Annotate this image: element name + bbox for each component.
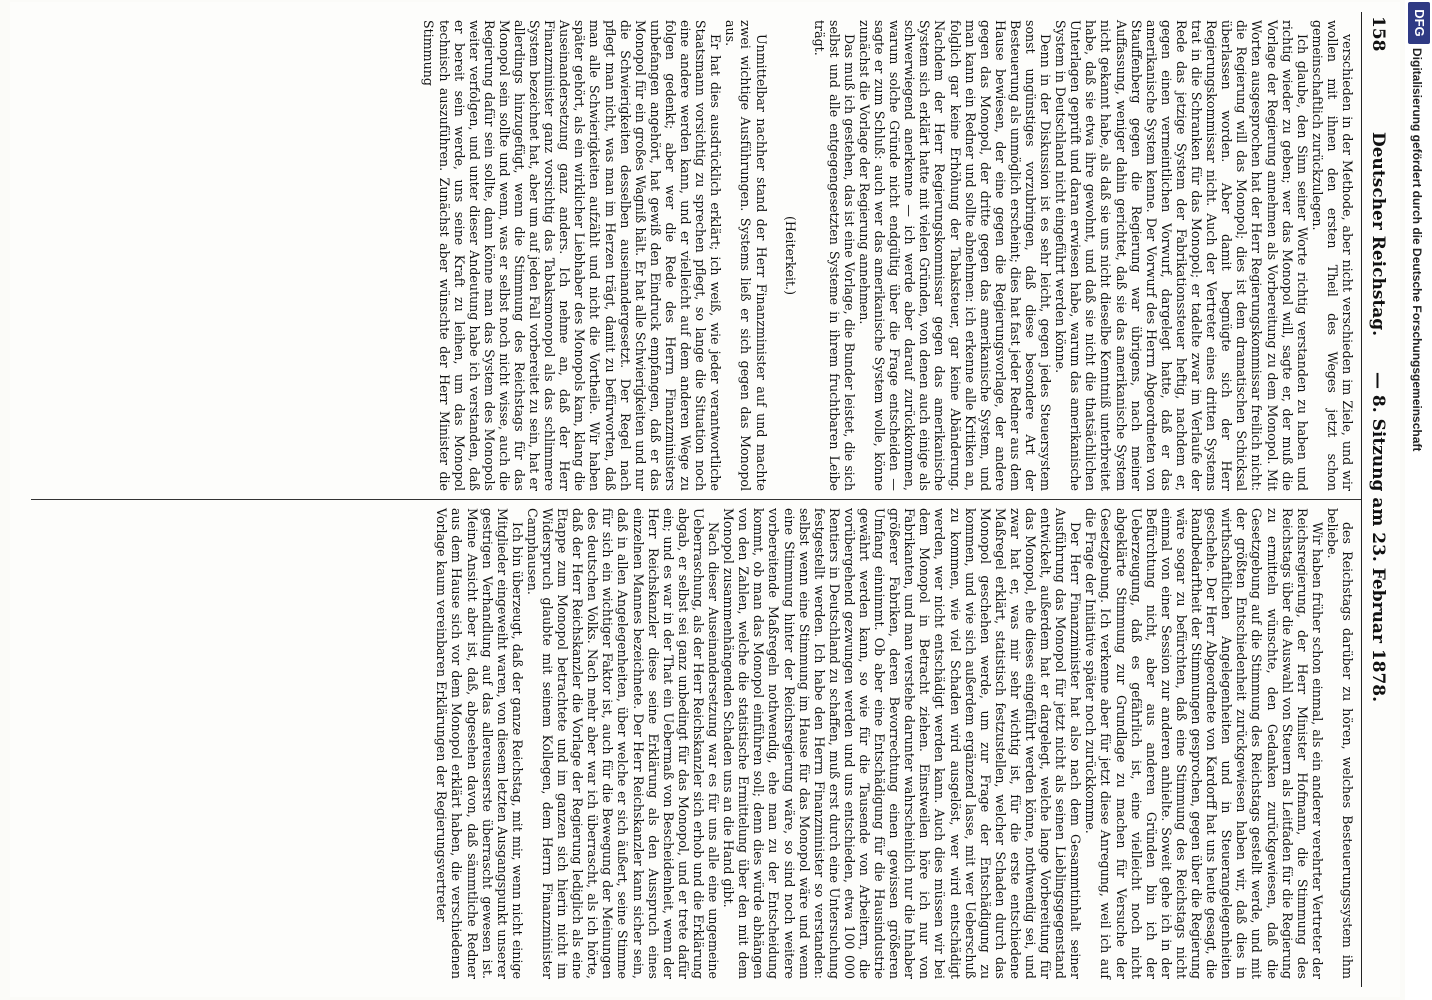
page-header <box>1361 12 1394 987</box>
session-title: — 8. Sitzung am 23. Februar 1878. <box>1368 372 1388 703</box>
dfg-logo <box>1408 2 1430 44</box>
page-number: 158 <box>1368 16 1388 52</box>
right-column <box>31 499 1361 987</box>
dfg-logo-text: DFG <box>1412 9 1427 37</box>
paragraph: Das muß ich gestehen, das ist eine Vorlage, die Bunder leistet, die sich selbst und alle entgegengesetzten Systeme in ihrem fruchtbaren Leibe trägt. <box>811 20 857 491</box>
left-column <box>31 12 1361 499</box>
paragraph: des Reichstags darüber zu hören, welches Besteuerungssystem ihm beliebe. <box>1324 508 1355 979</box>
paragraph: verschieden in der Methode, aber nicht verschieden im Ziele, und wir wollen mit ihnen den ersten Theil des Weges jetzt schon gemeinschaftlich zurückzulegen. <box>1309 20 1355 491</box>
paragraph: Nach dieser Auseinandersetzung war es für uns alle eine ungemeine Ueberraschung, als der Herr Reichskanzler sich erhob und die Erklärung abgab, er selbst sei ganz unbedingt für das Monopol, und er trete dafür ein; und es war in der That ein Uebermaß von Bescheidenheit, wenn der Herr Reichskanzler diese seine Erklärung als den Ausspruch eines einzelnen Mannes bezeichnete. Der Herr Reichskanzler kann sicher sein, daß in allen Angelegenheiten, über welche er sich äußert, seine Stimme für sich ein wichtiger Faktor ist, auch für die Bewegung der Meinungen des deutschen Volks. Nach mehr aber war ich überrascht, als ich hörte, daß der Herr Reichskanzler die Vorlage der Regierung lediglich als eine Etappe zum Monopol betrachtete und im ganzen sich hierin nicht im Widerspruch glaubte mit seinem Kollegen, dem Herrn Finanzminister Camphausen. <box>524 508 722 979</box>
funding-credit: Digitalisierung gefördert durch die Deutsche Forschungsgemeinschaft <box>1410 48 1424 452</box>
publication-title: Deutscher Reichstag. <box>1368 132 1388 337</box>
paragraph: Er hat dies ausdrücklich erklärt; ich weiß, wie jeder verantwortliche Staatsmann vorsichtig zu sprechen pflegt, so lange die Situation noch eine andere werden kann, und er vielleicht auf dem anderen Wege zu folgen gedenkt; aber wer die Rede des Herrn Finanzministers unbefangen angehört, hat gewiß den Eindruck empfangen, daß er das Monopol für ein großes Wagniß hält. Er hat alle Schwierigkeiten und nur die Schwierigkeiten desselben auseinandergesetzt. Der Regel nach pflegt man nicht, was man im Herzen trägt, damit zu befürworten, daß man alle Schwierigkeiten aufzählt und nicht die Vortheile. Wir haben später gehört, als ein wirklicher Liebhaber des Monopols kam, klang die Auseinandersetzung ganz anders. Ich nehme an, daß der Herr Finanzminister ganz vorsichtig das Tabaksmonopol als das schlimmere System bezeichnet hat, aber um auf jeden Fall vorbereitet zu sein, hat er allerdings hinzugefügt, wenn die Stimmung des Reichstags für das Monopol sein sollte und wenn, was er selbst noch nicht wisse, auch die Regierung dafür sein sollte, dann könne man das System des Monopols weiter verfolgen, und unter dieser Andeutung habe ich verstanden, daß er bereit sein werde, uns seine Kraft zu leihen, um das Monopol technisch auszuführen. Zunächst aber wünschte der Herr Minister die Stimmung <box>421 20 724 491</box>
paragraph: Unmittelbar nachher stand der Herr Finanzminister auf und machte zwei wichtige Ausführungen. Systems ließ er sich gegen das Monopol aus. <box>723 20 769 491</box>
paragraph: Denn in der Diskussion ist es sehr leicht, gegen jedes Steuersystem sonst ungünstiges vorzubringen, daß diese besondere Art der Besteuerung als unmöglich erscheint; dies hat fast jeder Redner aus dem Hause bewiesen, der eine gegen die Regierungsvorlage, der andere gegen das Monopol, der dritte gegen das amerikanische System, und man kann ein Redner und sollte abnehmen: ich erkenne alle Kritiken an, folglich gar keine Erhöhung der Tabaksteuer, gar keine Abänderung. Nachdem der Herr Regierungskommissar gegen das amerikanische System sich erklärt hatte mit vielen Gründen, von denen auch einige als schwerwiegend anerkenne — ich werde aber darauf zurückkommen, warum solche Gründe nicht endgültig über die Frage entscheiden — sagte er zum Schluß: auch wer das amerikanische System wolle, könne zunächst die Vorlage der Regierung annehmen. <box>857 20 1054 491</box>
rotated-newspaper-page <box>10 2 1400 997</box>
laughter-note: (Heiterkeit.) <box>782 216 798 295</box>
paragraph: Ich glaube, den Sinn seiner Worte richtig verstanden zu haben und richtig wieder zu geben; wer das Monopol will, sagte er, der muß die Vorlage der Regierung annehmen als Vorbereitung zu dem Monopol. Mit Worten ausgesprochen hat der Herr Regierungskommissar freilich nicht: die Regierung will das Monopol; dies ist dem dramatischen Schicksal überlassen worden. Aber damit begnügte sich der Herr Regierungskommissar nicht. Auch der Vertreter eines dritten Systems trat in die Schranken für das Monopol; er tadelte zwar im Verlaufe der Rede das jetzige System der Fabrikationssteuer heftig, nachdem er, gegen einen vermeintlichen Vorwurf, dargelegt hatte, daß er das amerikanische System kenne. Der Vorwurf des Herrn Abgeordneten von Stauffenberg gegen die Regierung war übrigens, nach meiner Auffassung, weniger dahin gerichtet, daß sie das amerikanische System nicht gekannt habe, als daß sie uns nicht dieselbe Kenntniß unterbreitet habe, daß sie etwa ihre gewohnt, und daß sie nicht die thatsächlichen Unterlagen geprüft und daran erwiesen habe, warum das amerikanische System in Deutschland nicht eingeführt werden könne. <box>1053 20 1310 491</box>
paragraph: Wir haben früher schon einmal, als ein anderer verehrter Vertreter der Reichsregierung, der Herr Minister Hofmann, die Stimmung des Reichstags über die Auswahl von Steuern als Leitfaden für die Regierung zu ermitteln wünschte, den Gedanken zurückgewiesen, daß die Gesetzgebung auf die Stimmung des Reichstags gestellt werde, und mit der größten Entschiedenheit zurückgewiesen haben wir, daß dies in wirthschaftlichen Angelegenheiten und in Steuerangelegenheiten geschehe. Der Herr Abgeordnete von Kardorff hat uns heute gesagt, die Randbedarftheit der Stimmungen gesprochen, gegen über die Regierung wäre sogar zu befürchten, daß eine Stimmung des Reichstags nicht einmal von einer Session zur anderen anhielte. Soweit gehe ich in der Befürchtung nicht, aber aus anderen Gründen bin ich der Ueberzeugung, daß es gefährlich ist, eine vielleicht noch nicht abgeklärte Stimmung zur Grundlage zu machen für Versuche der Gesetzgebung. Ich verkenne aber für jetzt diese Anregung, weil ich auf die Frage der Initiative später noch zurückkomme. <box>1083 508 1325 979</box>
paragraph: Der Herr Finanzminister hat also nach dem Gesammtinhalt seiner Ausführung das Monopol für jetzt nicht als seinen Lieblingsgegenstand entwickelt, außerdem hat er dargelegt, welche lange Vorbereitung für das Monopol, ehe dieses eingeführt werden könne, nothwendig sei, und zwar hat er, was mir sehr wichtig ist, für die erste entschiedene Maßregel erklärt, statistisch festzustellen, welcher Schaden durch das Monopol geschehen werde, um zur Frage der Entschädigung zu kommen, und wie sich außerdem ergänzend lasse, mit wer Ueberschuß zu kommen, wie viel Schaden wird ausgelöst, wer wird entschädigt werden, wer nicht entschädigt werden kann. Auch dies müssen wir bei dem Monopol in Betracht ziehen. Einstweilen höre ich nur von Fabrikanten, und man verstehe darunter wahrscheinlich nur die Inhaber größerer Fabriken, deren Bevorrechtung einen gewissen größeren Umfang einnimmt. Ob aber eine Entschädigung für die Hausindustrie gewährt werden kann, so wie für die Tausende von Arbeitern, die vorübergehend gezwungen werden und uns entschieden, etwa 100 000 Rentiers in Deutschland zu schaffen, muß erst durch eine Untersuchung festgestellt werden. Ich habe den Herrn Finanzminister so verstanden: selbst wenn eine Stimmung im Hause für das Monopol wäre und wenn eine Stimmung hinter der Reichsregierung wäre, so sind noch weitere vorbereitende Maßregeln nothwendig, ehe man zu der Entscheidung kommt, ob man das Monopol einführen soll; denn dies würde abhängen von den Zahlen, welche die statistische Ermittelung über den mit dem Monopol zusammenhängenden Schaden uns an die Hand gibt. <box>721 508 1084 979</box>
digitization-sidebar <box>1405 0 1432 1000</box>
paragraph: Ich bin überzeugt, daß der ganze Reichstag, mit mir, wenn nicht einige Mitglieder eingeweiht waren, von diesem letzten Ausgangspunkt unserer gestrigen Verhandlung auf das allereusserste überrascht gewesen ist. Meine Ansicht aber ist, daß, abgesehen davon, daß sämmtliche Redner aus dem Hause sich vor dem Monopol erklärt haben, die verschiedenen Vorlage kaum vereinbaren Erklärungen der Regierungsvertreter <box>434 508 525 979</box>
text-columns <box>31 12 1361 987</box>
